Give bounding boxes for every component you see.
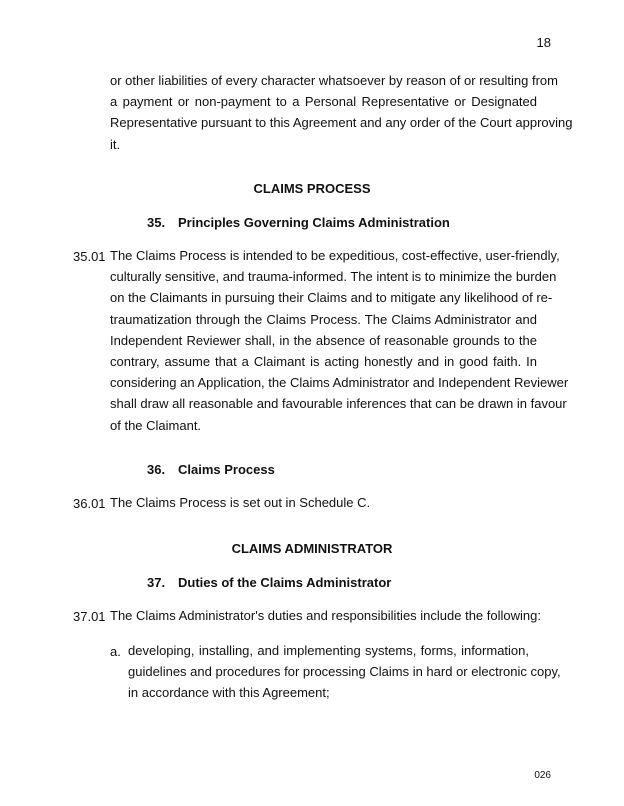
text-line: guidelines and procedures for processing Claims in hard or electronic copy, bbox=[128, 664, 561, 680]
text-line: Independent Reviewer shall, in the absence of reasonable grounds to the bbox=[110, 332, 537, 348]
text-line: developing, installing, and implementing systems, forms, information, bbox=[128, 643, 529, 658]
article-title: Claims Process bbox=[178, 462, 275, 477]
footer-page-stamp: 026 bbox=[534, 770, 551, 781]
clause-number-36-01: 36.01 bbox=[73, 496, 106, 511]
clause-text-37-01 bbox=[110, 605, 541, 626]
clause-text-35-01 bbox=[110, 245, 569, 436]
text-line: considering an Application, the Claims Administrator and Independent Reviewer bbox=[110, 375, 569, 391]
text-line: The Claims Process is intended to be expeditious, cost-effective, user-friendly, bbox=[110, 248, 560, 263]
text-line: a payment or non-payment to a Personal Representative or Designated bbox=[110, 94, 537, 110]
page-number: 18 bbox=[536, 35, 551, 50]
clause-text-36-01 bbox=[110, 492, 537, 513]
section-heading-claims-administrator: CLAIMS ADMINISTRATOR bbox=[231, 541, 393, 556]
text-line: Representative pursuant to this Agreement and any order of the Court approving bbox=[110, 115, 573, 131]
text-line: or other liabilities of every character whatsoever by reason of or resulting from bbox=[110, 73, 558, 88]
section-heading-claims-process: CLAIMS PROCESS bbox=[253, 181, 371, 196]
list-item-letter-a: a. bbox=[110, 644, 121, 659]
text-line: contrary, assume that a Claimant is acting honestly and in good faith. In bbox=[110, 354, 537, 370]
clause-number-35-01: 35.01 bbox=[73, 249, 106, 264]
text-line: on the Claimants in pursuing their Claims and to mitigate any likelihood of re- bbox=[110, 290, 553, 306]
article-heading-35 bbox=[147, 215, 450, 230]
article-title: Duties of the Claims Administrator bbox=[178, 575, 392, 590]
article-heading-36 bbox=[147, 462, 275, 477]
text-line: The Claims Process is set out in Schedule C. bbox=[110, 495, 371, 510]
text-line: shall draw all reasonable and favourable inferences that can be drawn in favour bbox=[110, 396, 567, 412]
continuation-paragraph bbox=[110, 70, 573, 155]
article-number: 37. bbox=[147, 575, 166, 590]
text-line: it. bbox=[110, 136, 121, 152]
article-title: Principles Governing Claims Administration bbox=[178, 215, 450, 230]
article-number: 35. bbox=[147, 215, 166, 230]
text-line: in accordance with this Agreement; bbox=[128, 685, 330, 701]
text-line: culturally sensitive, and trauma-informed. The intent is to minimize the burden bbox=[110, 269, 557, 285]
article-number: 36. bbox=[147, 462, 166, 477]
text-line: of the Claimant. bbox=[110, 417, 202, 433]
list-item-text-a bbox=[128, 640, 561, 704]
text-line: The Claims Administrator's duties and responsibilities include the following: bbox=[110, 608, 541, 623]
clause-number-37-01: 37.01 bbox=[73, 609, 106, 624]
article-heading-37 bbox=[147, 575, 391, 590]
text-line: traumatization through the Claims Process. The Claims Administrator and bbox=[110, 311, 537, 327]
